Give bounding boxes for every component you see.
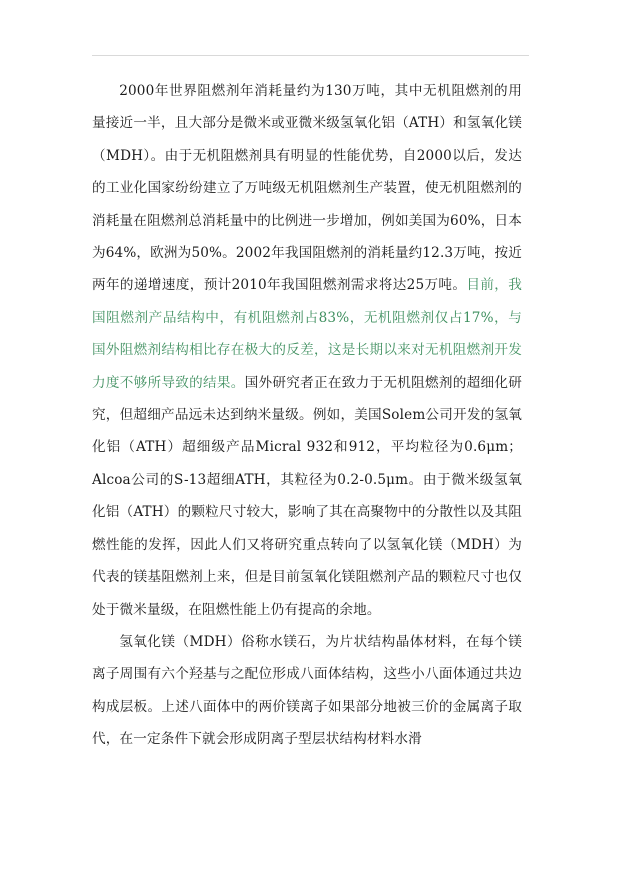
paragraph-1-text-a: 2000年世界阻燃剂年消耗量约为130万吨，其中无机阻燃剂的用量接近一半，且大部分是微米或亚微米级氢氧化铝（ATH）和氢氧化镁（MDH）。由于无机阻燃剂具有明显的性能优势，自2000以后，发达的工业化国家纷纷建立了万吨级无机阻燃剂生产装置，使无机阻燃剂的消耗量在阻燃剂总消耗量中的比例进一步增加，例如美国为60%，日本为64%，欧洲为50%。2002年我国阻燃剂的消耗量约12.3万吨，按近两年的递增速度，预计2010年我国阻燃剂需求将达25万吨。: [92, 83, 522, 294]
document-body: [92, 75, 522, 756]
paragraph-1-text-b: 国外研究者正在致力于无机阻燃剂的超细化研究，但超细产品远未达到纳米量级。例如，美国Solem公司开发的氢氧化铝（ATH）超细级产品Micral 932和912，平均粒径为0.6μm；Alcoa公司的S-13超细ATH，其粒径为0.2-0.5μm。由于微米级氢氧化铝（ATH）的颗粒尺寸较大，影响了其在高聚物中的分散性以及其阻燃性能的发挥，因此人们又将研究重点转向了以氢氧化镁（MDH）为代表的镁基阻燃剂上来，但是目前氢氧化镁阻燃剂产品的颗粒尺寸也仅处于微米量级，在阻燃性能上仍有提高的余地。: [92, 374, 522, 618]
paragraph-1-highlighted-text: 目前，我国阻燃剂产品结构中，有机阻燃剂占83%，无机阻燃剂仅占17%，与国外阻燃剂结构相比存在极大的反差，这是长期以来对无机阻燃剂开发力度不够所导致的结果。: [92, 277, 522, 391]
paragraph-2: 氢氧化镁（MDH）俗称水镁石，为片状结构晶体材料，在每个镁离子周围有六个羟基与之配位形成八面体结构，这些小八面体通过共边构成层板。上述八面体中的两价镁离子如果部分地被三价的金属离子取代，在一定条件下就会形成阴离子型层状结构材料水滑: [92, 633, 522, 748]
header-divider: [92, 55, 529, 56]
paragraph-1: [92, 75, 522, 626]
